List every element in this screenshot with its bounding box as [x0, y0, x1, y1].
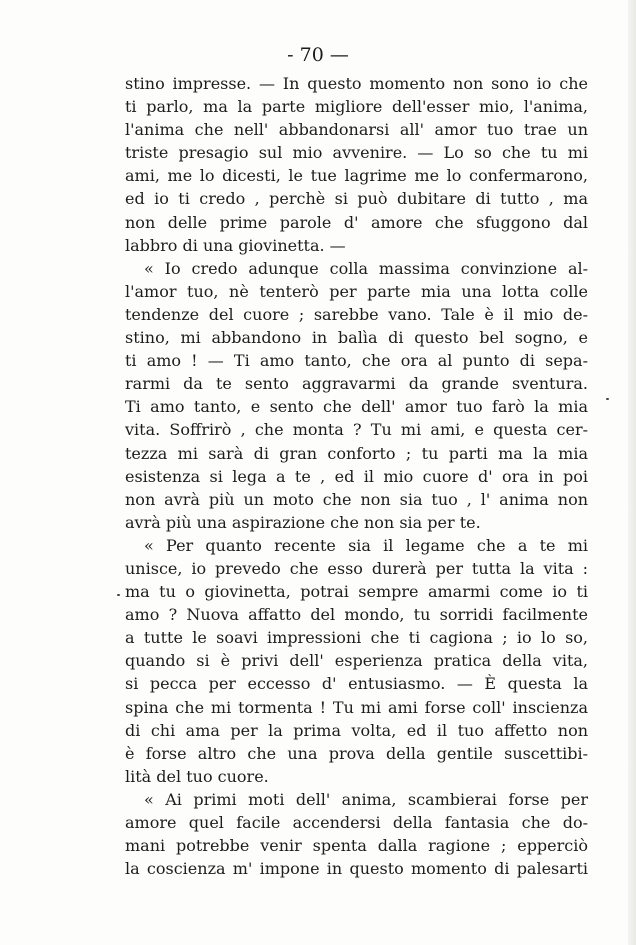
text-line: amo ? Nuova affatto del mondo, tu sorridi facilmente [125, 605, 588, 625]
text-line: quando si è privi dell' esperienza pratica della vita, [125, 651, 588, 671]
text-line: « Ai primi moti dell' anima, scambierai forse per [144, 789, 588, 809]
text-line: stino impresse. — In questo momento non sono io che [125, 74, 588, 93]
text-line: l'amor tuo, nè tenterò per parte mia una lotta colle [125, 281, 588, 301]
text-line: lità del tuo cuore. [125, 766, 269, 786]
text-line: stino, mi abbandono in balìa di questo bel sogno, e [125, 328, 588, 348]
text-line: ti amo ! — Ti amo tanto, che ora al punto di sepa- [125, 351, 588, 371]
text-line: ma tu o giovinetta, potrai sempre amarmi come io ti [125, 582, 588, 602]
text-line: mani potrebbe venir spenta dalla ragione ; epperciò [125, 836, 588, 856]
text-line: tezza mi sarà di gran conforto ; tu parti ma la mia [125, 443, 588, 463]
text-line: la coscienza m' impone in questo momento di palesarti [125, 859, 588, 879]
ink-speck [606, 398, 609, 400]
page-number: - 70 — [287, 44, 349, 66]
text-line: ed io ti credo , perchè si può dubitare di tutto , ma [125, 189, 588, 209]
text-line: amore quel facile accendersi della fantasia che do- [125, 813, 588, 832]
text-line: di chi ama per la prima volta, ed il tuo affetto non [125, 720, 588, 740]
text-line: rarmi da te sento aggravarmi da grande sventura. [125, 374, 588, 394]
text-line: labbro di una giovinetta. — [125, 235, 346, 255]
text-line: vita. Soffrirò , che monta ? Tu mi ami, e questa cer- [125, 420, 588, 440]
text-line: è forse altro che una prova della gentile suscettibi- [125, 743, 588, 763]
text-line: spina che mi tormenta ! Tu mi ami forse coll' inscienza [125, 697, 588, 717]
text-line: ti parlo, ma la parte migliore dell'esser mio, l'anima, [125, 97, 588, 117]
text-line: triste presagio sul mio avvenire. — Lo so che tu mi [125, 143, 588, 163]
text-line: Ti amo tanto, e sento che dell' amor tuo farò la mia [125, 397, 588, 417]
text-line: esistenza si lega a te , ed il mio cuore d' ora in poi [125, 466, 588, 486]
body-text [125, 72, 588, 880]
ink-speck [117, 594, 120, 596]
text-line: « Per quanto recente sia il legame che a te mi [144, 535, 588, 555]
text-line: a tutte le soavi impressioni che ti cagiona ; io lo so, [125, 628, 588, 648]
text-line: non avrà più un moto che non sia tuo , l' anima non [125, 489, 588, 509]
text-line: « Io credo adunque colla massima convinzione al- [144, 258, 588, 278]
text-line: unisce, io prevedo che esso durerà per tutta la vita : [125, 558, 588, 578]
text-line: si pecca per eccesso d' entusiasmo. — È questa la [125, 674, 588, 694]
text-line: tendenze del cuore ; sarebbe vano. Tale è il mio de- [125, 304, 588, 324]
text-line: avrà più una aspirazione che non sia per te. [125, 512, 481, 532]
text-line: l'anima che nell' abbandonarsi all' amor tuo trae un [125, 120, 588, 140]
text-line: non delle prime parole d' amore che sfuggono dal [125, 212, 588, 232]
text-line: ami, me lo dicesti, le tue lagrime me lo confermarono, [125, 166, 588, 186]
page-edge-shadow [628, 0, 636, 945]
